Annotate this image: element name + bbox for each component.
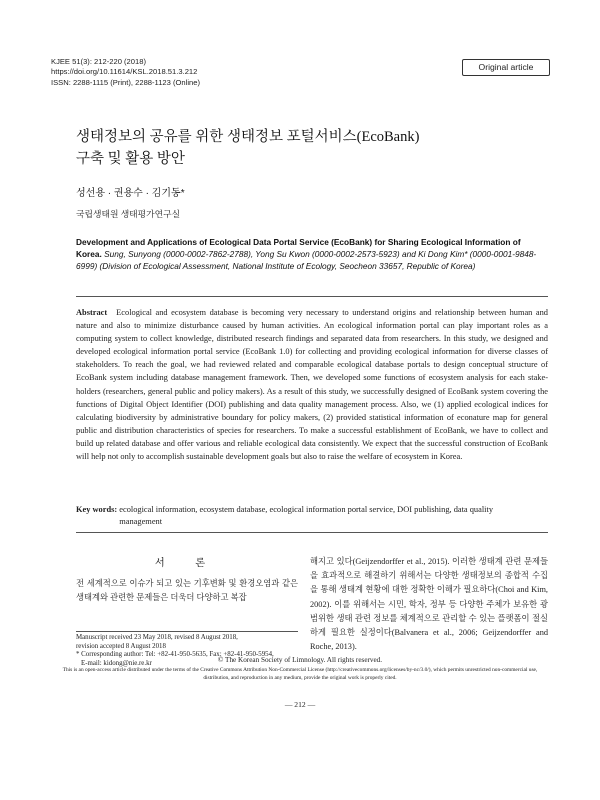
title-line-1: 생태정보의 공유를 위한 생태정보 포털서비스(EcoBank) bbox=[76, 129, 420, 145]
footnote-line-2: revision accepted 8 August 2018 bbox=[76, 642, 166, 650]
abstract-top-rule bbox=[76, 296, 548, 297]
keywords bbox=[76, 504, 548, 528]
section-title: 서 론 bbox=[154, 558, 220, 569]
doi-link[interactable]: https://doi.org/10.11614/KSL.2018.51.3.212 bbox=[51, 67, 198, 77]
authors: 성선용 · 권용수 · 김기동* bbox=[76, 188, 185, 199]
copyright: © The Korean Society of Limnology. All rights reserved. bbox=[217, 656, 383, 664]
footnote-email: E-mail: kidong@nie.re.kr bbox=[81, 660, 152, 668]
footnote-rule bbox=[76, 631, 298, 632]
footnote-line-3: * Corresponding author: Tel: +82-41-950-5635, Fax: +82-41-950-5954, bbox=[76, 651, 274, 659]
article-type-badge: Original article bbox=[462, 59, 550, 76]
affiliation: 국립생태원 생태평가연구실 bbox=[76, 209, 181, 219]
keywords-text: ecological information, ecosystem database, ecological information portal service, DOI publishing, data quality management bbox=[119, 505, 493, 526]
abstract-bottom-rule bbox=[76, 532, 548, 533]
english-authors: Sung, Sunyong (0000-0002-7862-2788), Yong Su Kwon (0000-0002-2573-5923) and Ki Dong Kim* (0000-0001-9848-6999) (Division of Ecological Assessment, National Institute of Ecology, Seocheon 33657, Republic of Korea) bbox=[76, 249, 537, 272]
body-left-column: 전 세계적으로 이슈가 되고 있는 기후변화 및 환경오염과 같은 생태계와 관련한 문제들은 더욱더 다양하고 복잡 bbox=[76, 579, 298, 603]
journal-header bbox=[51, 57, 200, 88]
abstract-label: Abstract bbox=[76, 308, 108, 317]
english-title: Development and Applications of Ecological Data Portal Service (EcoBank) for Sharing Ecological Information of Korea. bbox=[76, 237, 521, 260]
journal-citation: KJEE 51(3): 212-220 (2018) bbox=[51, 57, 146, 66]
issn: ISSN: 2288-1115 (Print), 2288-1123 (Online) bbox=[51, 77, 201, 87]
title-line-2: 구축 및 활용 방안 bbox=[76, 151, 185, 167]
english-title-block bbox=[76, 236, 548, 273]
body-right-column: 해지고 있다(Geijzendorffer et al., 2015). 이러한 생태계 관련 문제들을 효과적으로 해결하기 위해서는 다양한 생태정보의 종합적 수집을 통해 생태계 현황에 대한 정확한 이해가 필요하다(Choi and Kim, 2002). 이를 위해서는 시민, 학자, 정부 등 다양한 주체가 보유한 광범위한 생태 관련 정보를 체계적으로 관리할 수 있는 플랫폼이 절실하게 필요한 실정이다(Balvanera et al., 2006; Geijzendorffer and Roche, 2013). bbox=[310, 557, 548, 652]
abstract bbox=[76, 306, 548, 463]
footnote-line-1: Manuscript received 23 May 2018, revised 8 August 2018, bbox=[76, 634, 238, 641]
keywords-label: Key words: bbox=[76, 505, 118, 514]
license-text: This is an open-access article distributed under the terms of the Creative Commons Attribution Non-Commercial License (http://creativecommons.org/licenses/by-nc/3.0/), which permits unrestricted non-commercial use, distribution, and reproduction in any medium, provide the original work is properly cited. bbox=[62, 667, 538, 681]
abstract-text: Ecological and ecosystem database is becoming very necessary to understand origins and relationship between human and nature and also to minimize disturbance caused by human activities. An ecological information portal can play important roles as a computing system to collect knowledge, distributed research findings and separated data from researchers. In this study, we designed and developed ecological information portal service (EcoBank 1.0) for collecting and providing ecological information for diverse classes of stakeholders. To reach the goal, we had reviewed related and comparable ecological database portals to design conceptual structure of EcoBank system including database management framework. Then, we developed some functions of ecosystem analysis for each stake-holders (researchers, general public and policy makers). As a result of this study, we successfully designed of EcoBank system covering the functions of Digital Object Identifier (DOI) publishing and data quality management process. Also, we (1) applied ecological indices for calculating biodiversity by administrative boundary for policy makers, (2) provided statistical information of econature map for general public and distribution characteristics of species for researchers. To make a successful establishment of EcoBank, we have to collect and build up related database and offer various and reliable ecological data consistently. We expect that the successful construction of EcoBank will help not only to accomplish sustainable development goals but also to raise the welfare of ecosystem in Korea. bbox=[76, 308, 548, 462]
korean-title bbox=[76, 126, 546, 170]
page-number: — 212 — bbox=[284, 700, 316, 709]
